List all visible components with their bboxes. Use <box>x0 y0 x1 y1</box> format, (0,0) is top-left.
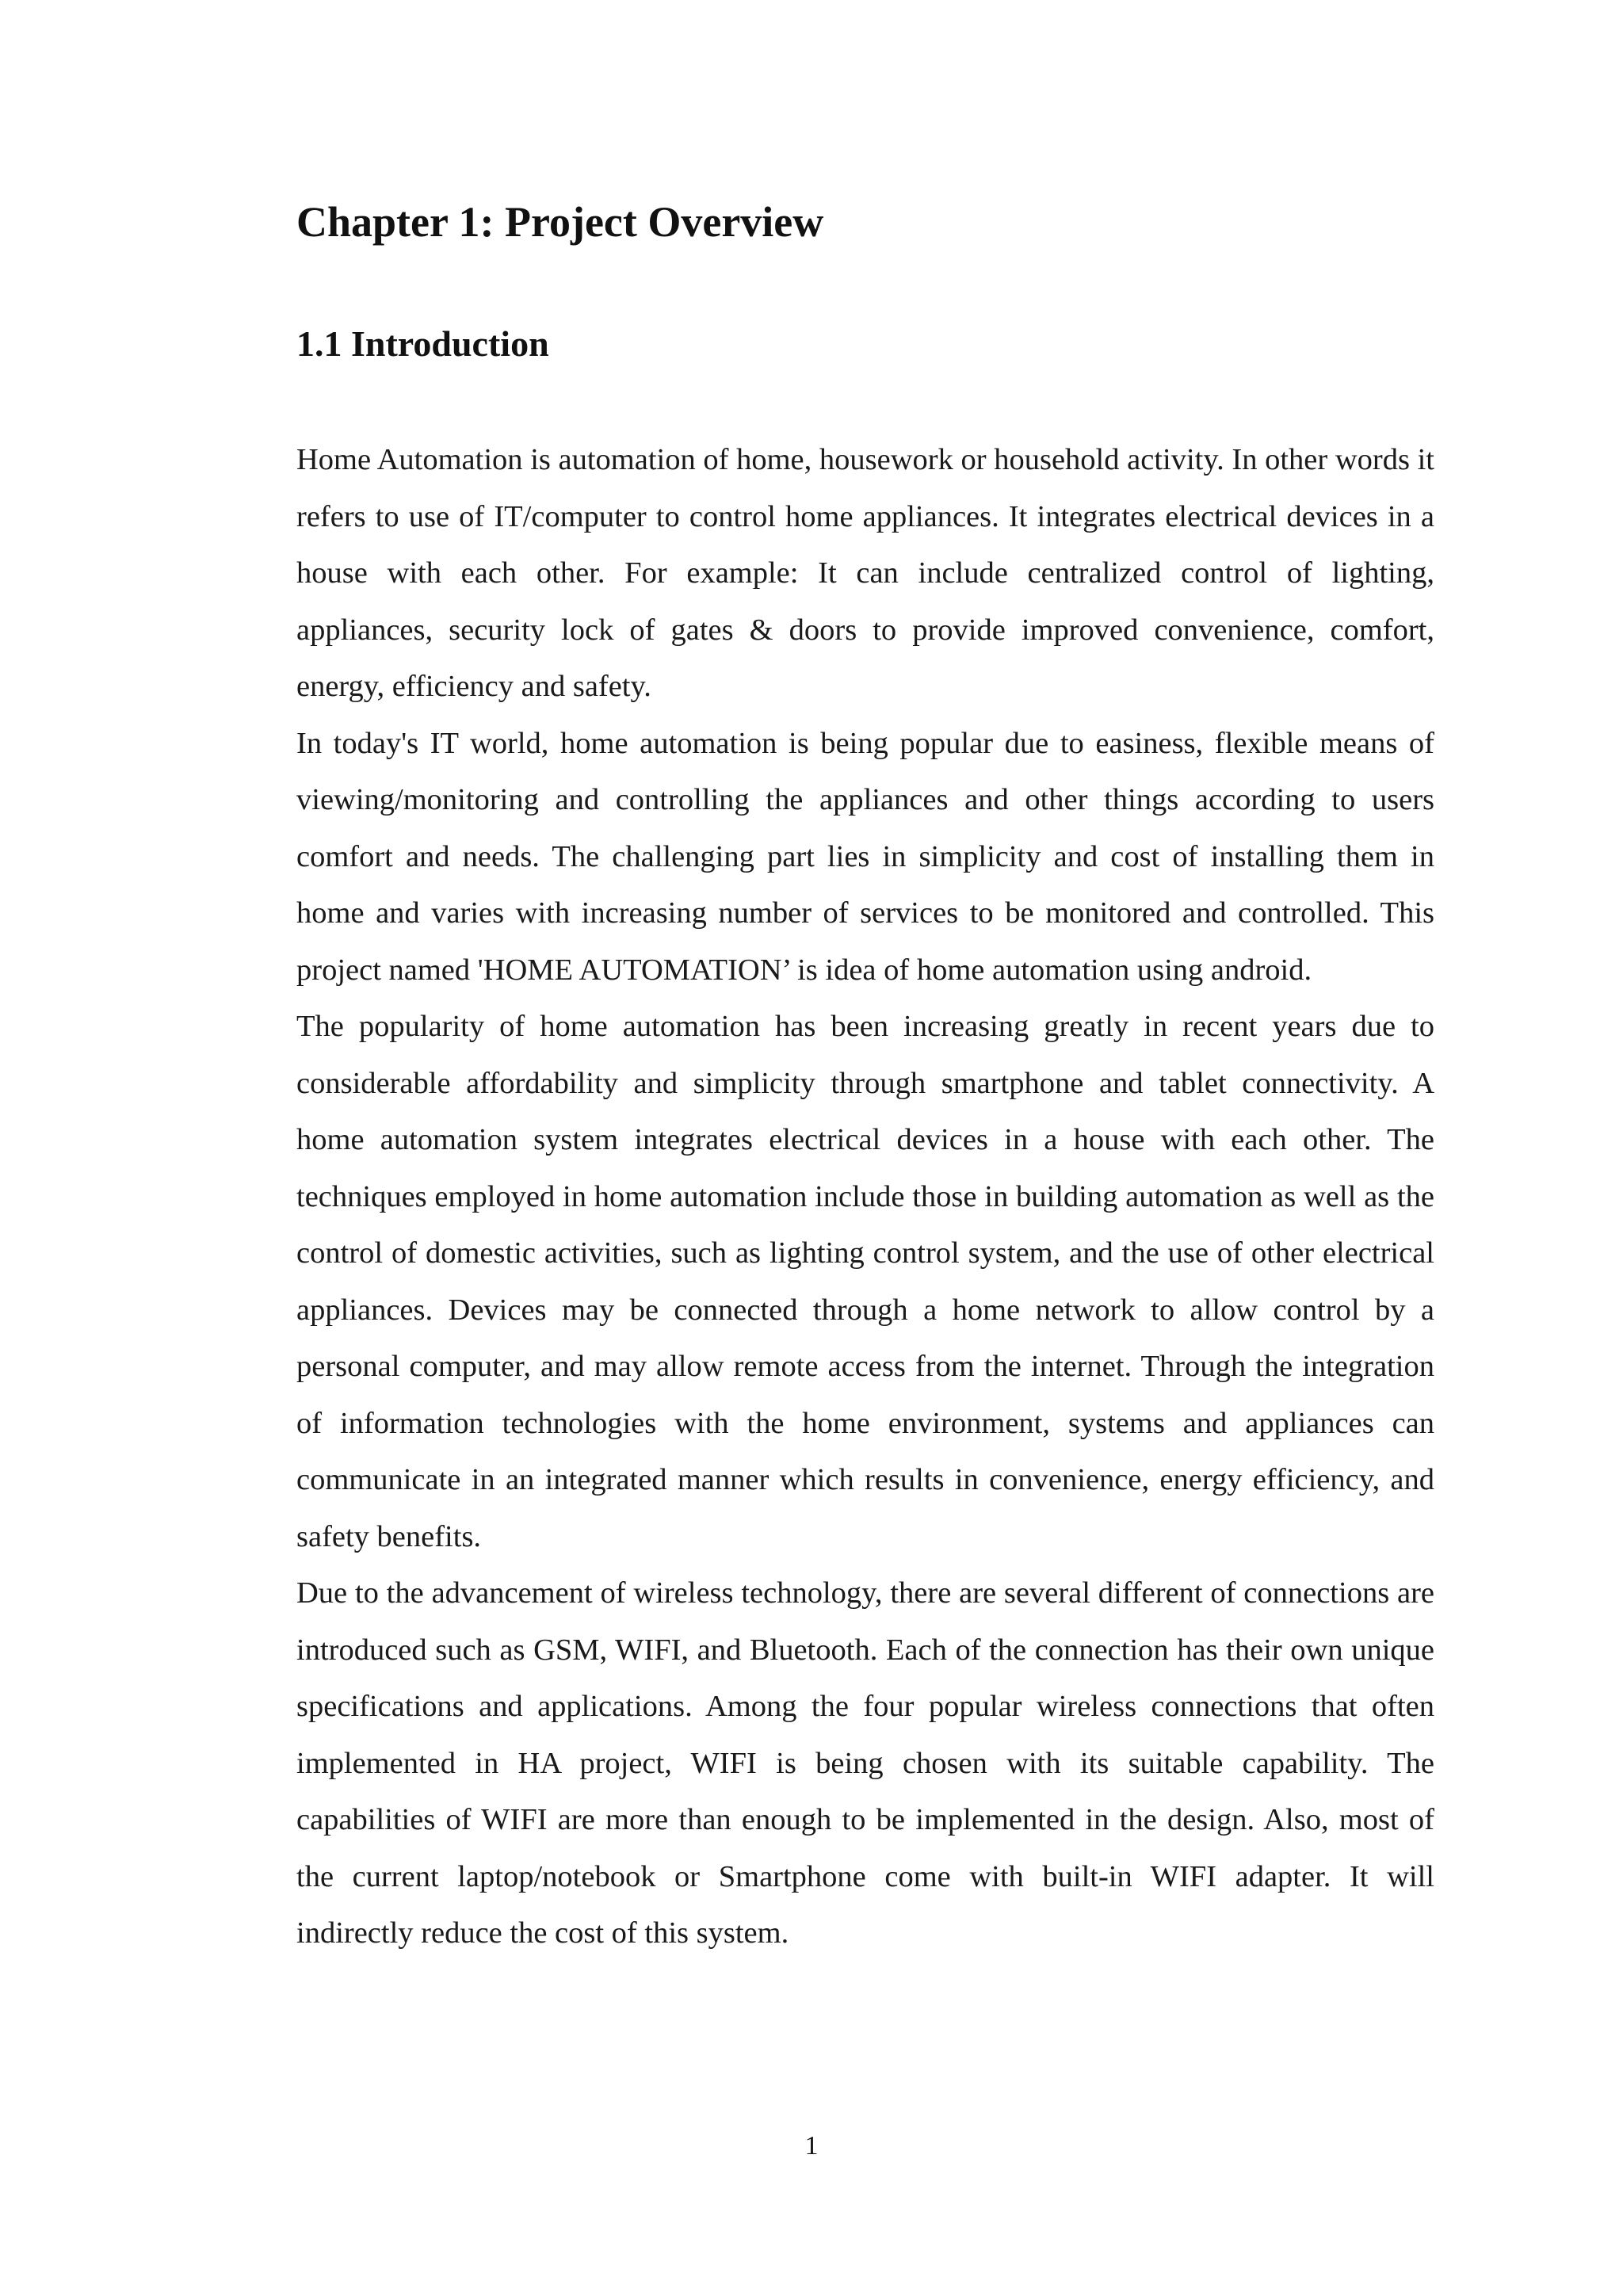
page-number: 1 <box>804 2131 819 2160</box>
body-text <box>296 432 1434 1962</box>
paragraph-2: In today's IT world, home automation is being popular due to easiness, flexible means of viewing/monitoring and controlling the appliances and other things according to users comfort and needs. The challenging part lies in simplicity and cost of installing them in home and varies with increasing number of services to be monitored and controlled. This project named 'HOME AUTOMATION’ is idea of home automation using android. <box>296 726 1434 987</box>
section-title: 1.1 Introduction <box>296 323 549 364</box>
chapter-title: Chapter 1: Project Overview <box>296 198 824 246</box>
paragraph-4: Due to the advancement of wireless technology, there are several different of connections are introduced such as GSM, WIFI, and Bluetooth. Each of the connection has their own unique specifications and applications. Among the four popular wireless connections that often implemented in HA project, WIFI is being chosen with its suitable capability. The capabilities of WIFI are more than enough to be implemented in the design. Also, most of the current laptop/notebook or Smartphone come with built-in WIFI adapter. It will indirectly reduce the cost of this system. <box>296 1576 1434 1950</box>
paragraph-3: The popularity of home automation has been increasing greatly in recent years due to considerable affordability and simplicity through smartphone and tablet connectivity. A home automation system integrates electrical devices in a house with each other. The techniques employed in home automation include those in building automation as well as the control of domestic activities, such as lighting control system, and the use of other electrical appliances. Devices may be connected through a home network to allow control by a personal computer, and may allow remote access from the internet. Through the integration of information technologies with the home environment, systems and appliances can communicate in an integrated manner which results in convenience, energy efficiency, and safety benefits. <box>296 1010 1434 1553</box>
paragraph-1: Home Automation is automation of home, housework or household activity. In other words it refers to use of IT/computer to control home appliances. It integrates electrical devices in a house with each other. For example: It can include centralized control of lighting, appliances, security lock of gates & doors to provide improved convenience, comfort, energy, efficiency and safety. <box>296 443 1434 703</box>
